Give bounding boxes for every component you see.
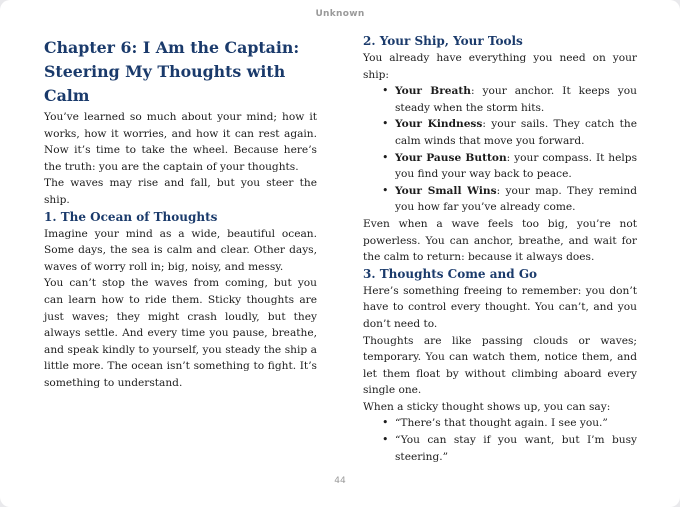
quotes-list: [363, 415, 637, 465]
paragraph: Even when a wave feels too big, you’re not powerless. You can anchor, breathe, and wait for the calm to return: because it always does.: [363, 217, 637, 264]
term-description: : your anchor. It keeps you steady when the storm hits.: [395, 85, 637, 114]
list-item: [395, 83, 637, 116]
paragraph: The waves may rise and fall, but you steer the ship.: [44, 177, 317, 206]
list-item: • “You can stay if you want, but I’m busy steering.”: [395, 432, 637, 465]
list-item: [395, 116, 637, 149]
left-column: [44, 36, 317, 392]
paragraph: You already have everything you need on your ship:: [363, 52, 637, 81]
list-item: [395, 150, 637, 183]
term-description: : your compass. It helps you find your way back to peace.: [395, 151, 638, 181]
term-description: : your sails. They catch the calm winds that move you forward.: [395, 118, 637, 147]
section-heading-tools: 2. Your Ship, Your Tools: [363, 34, 523, 48]
term: Your Small Wins: [395, 184, 497, 197]
list-item: [395, 183, 637, 216]
paragraph: Here’s something freeing to remember: you don’t have to control every thought. You can’t, and you don’t need to.: [363, 284, 637, 330]
section-heading-thoughts: 3. Thoughts Come and Go: [363, 266, 538, 281]
paragraph: You can’t stop the waves from coming, but you can learn how to ride them. Sticky thoughts are just waves; they might crash loudly, but they always settle. And every time you pause, breathe, and speak kindly to yourself, you steady the ship a little more. The ocean isn’t something to fight. It’s something to understand.: [44, 277, 317, 389]
paragraph: Thoughts are like passing clouds or waves; temporary. You can watch them, notice them, and let them float by without climbing aboard every single one.: [363, 334, 637, 397]
paragraph: When a sticky thought shows up, you can say:: [363, 400, 611, 413]
term: Your Kindness: [395, 118, 483, 131]
page-number: 44: [334, 476, 346, 486]
paragraph: Imagine your mind as a wide, beautiful ocean. Some days, the sea is calm and clear. Other days, waves of worry roll in; big, noisy, and messy.: [44, 227, 317, 273]
list-item: • “There’s that thought again. I see you.”: [395, 415, 637, 432]
book-title: Unknown: [315, 9, 365, 19]
term: Your Pause Button: [395, 151, 507, 164]
term-description: : your map. They remind you how far you’ve already come.: [395, 184, 637, 214]
section-heading-ocean: 1. The Ocean of Thoughts: [44, 209, 218, 224]
right-column: [363, 33, 637, 465]
tools-list: [363, 83, 637, 216]
term: Your Breath: [395, 85, 472, 98]
chapter-title: Chapter 6: I Am the Captain: Steering My Thoughts with Calm: [44, 38, 300, 105]
paragraph: You’ve learned so much about your mind; how it works, how it worries, and how it can rest again. Now it’s time to take the wheel. Because here’s the truth: you are the captain of your thoughts.: [44, 111, 317, 173]
